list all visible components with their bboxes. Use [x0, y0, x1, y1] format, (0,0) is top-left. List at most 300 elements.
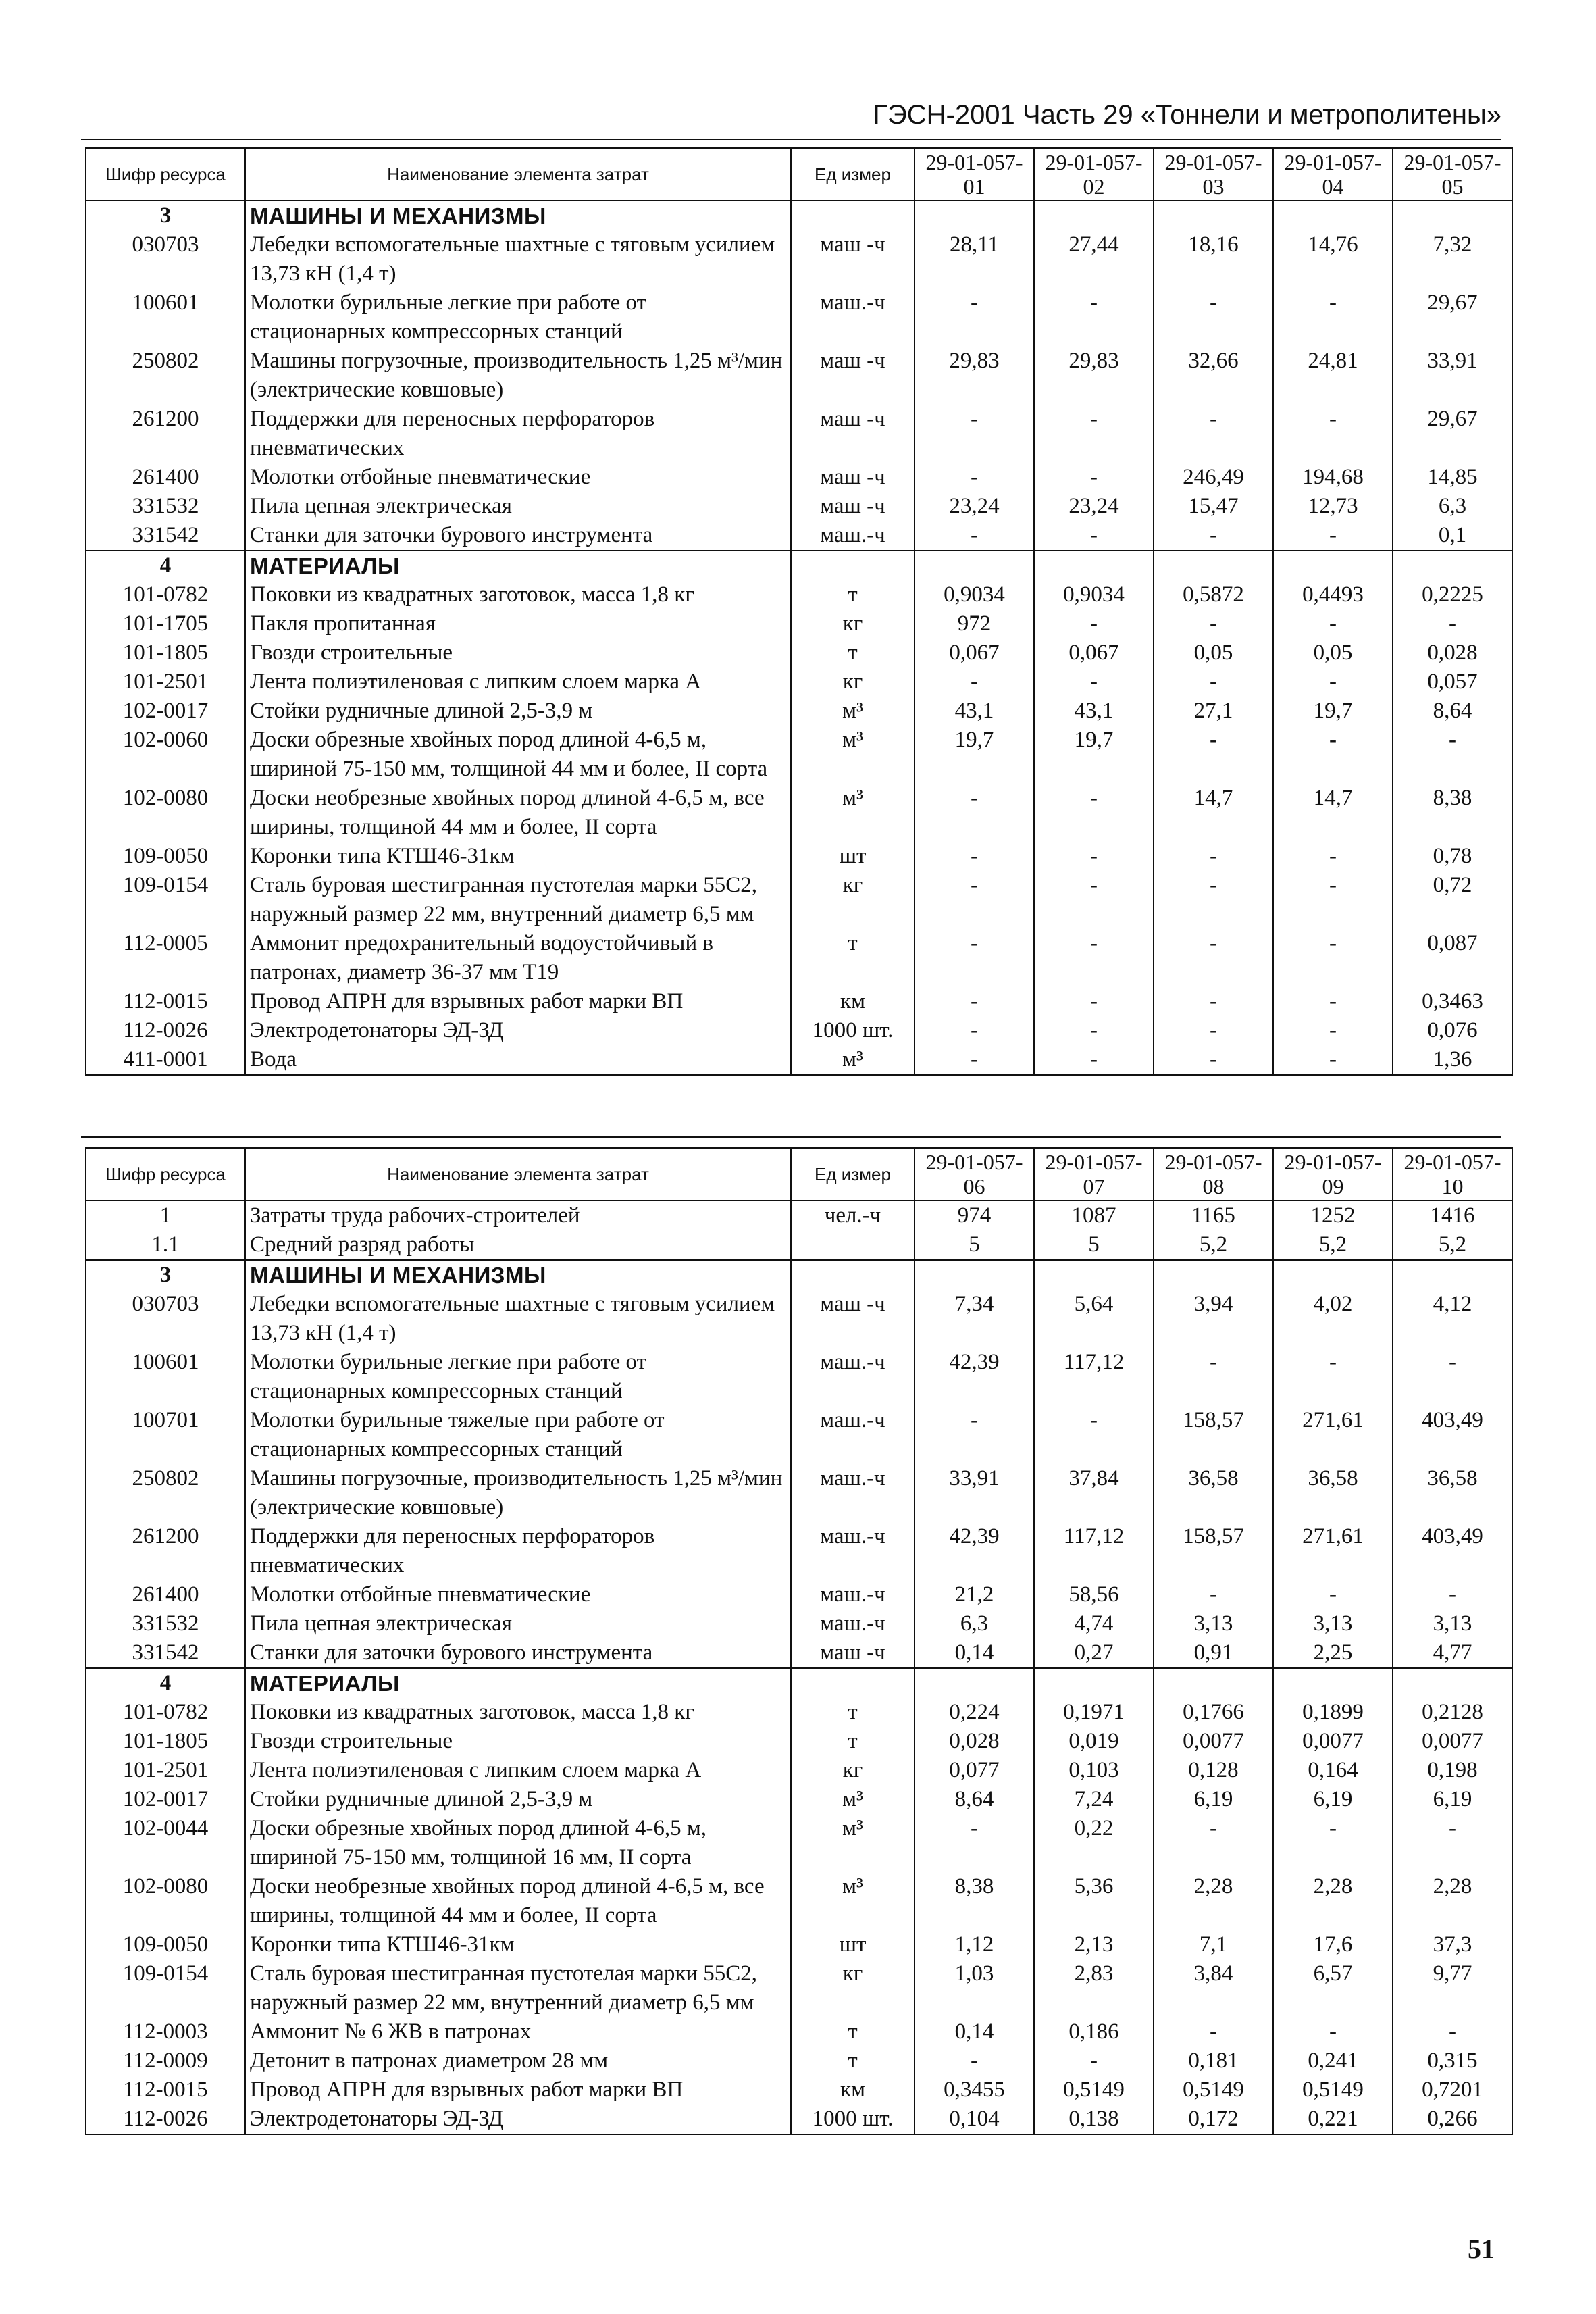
value-cell: - [1273, 1814, 1393, 1872]
value-cell: - [1154, 929, 1273, 987]
resource-code: 3 [86, 1260, 245, 1290]
unit-cell: чел.-ч [791, 1201, 915, 1230]
unit-cell: м³ [791, 697, 915, 726]
value-cell: 6,19 [1273, 1785, 1393, 1814]
col-norm-header: 29-01-057-05 [1393, 148, 1512, 201]
value-cell: - [1154, 1348, 1273, 1406]
value-cell: - [1034, 871, 1154, 929]
page-number: 51 [1468, 2234, 1495, 2264]
value-cell: 42,39 [915, 1348, 1034, 1406]
value-cell [1034, 1668, 1154, 1698]
value-cell: 6,57 [1273, 1959, 1393, 2017]
value-cell: 0,4493 [1273, 580, 1393, 609]
value-cell: - [915, 929, 1034, 987]
resource-name: Детонит в патронах диаметром 28 мм [245, 2046, 791, 2076]
value-cell: 2,83 [1034, 1959, 1154, 2017]
value-cell: - [1034, 929, 1154, 987]
value-cell: - [1393, 609, 1512, 638]
unit-cell: м³ [791, 1814, 915, 1872]
value-cell: - [1273, 871, 1393, 929]
value-cell: 0,1 [1393, 521, 1512, 551]
value-cell: - [1154, 842, 1273, 871]
resource-code: 411-0001 [86, 1045, 245, 1075]
value-cell: - [1273, 842, 1393, 871]
resource-name: Стойки рудничные длиной 2,5-3,9 м [245, 697, 791, 726]
value-cell: - [1154, 987, 1273, 1016]
value-cell: 271,61 [1273, 1522, 1393, 1580]
resource-name: Сталь буровая шестигранная пустотелая марки 55С2, наружный размер 22 мм, внутренний диаметр 6,5 мм [245, 1959, 791, 2017]
section-title: МАШИНЫ И МЕХАНИЗМЫ [245, 1260, 791, 1290]
value-cell: 1416 [1393, 1201, 1512, 1230]
value-cell: - [1154, 668, 1273, 697]
value-cell: 37,84 [1034, 1464, 1154, 1522]
value-cell: 58,56 [1034, 1580, 1154, 1609]
value-cell [1273, 1668, 1393, 1698]
resource-code: 109-0154 [86, 871, 245, 929]
value-cell: 0,27 [1034, 1638, 1154, 1668]
table-row [86, 668, 1512, 697]
col-norm-header: 29-01-057-08 [1154, 1148, 1273, 1201]
resource-name: Электродетонаторы ЭД-ЗД [245, 1016, 791, 1045]
resource-table-1 [85, 147, 1513, 1076]
table-body [86, 201, 1512, 1075]
resource-name: Пила цепная электрическая [245, 1609, 791, 1638]
value-cell: - [1034, 668, 1154, 697]
table-row [86, 842, 1512, 871]
resource-name: Лента полиэтиленовая с липким слоем марка А [245, 668, 791, 697]
unit-cell: маш.-ч [791, 1348, 915, 1406]
resource-name: Поковки из квадратных заготовок, масса 1,8 кг [245, 1698, 791, 1727]
value-cell: 19,7 [1034, 726, 1154, 784]
resource-code: 101-0782 [86, 580, 245, 609]
value-cell: 17,6 [1273, 1930, 1393, 1959]
value-cell: 403,49 [1393, 1406, 1512, 1464]
unit-cell: 1000 шт. [791, 1016, 915, 1045]
resource-name: Доски необрезные хвойных пород длиной 4-6,5 м, все ширины, толщиной 44 мм и более, II сорта [245, 784, 791, 842]
value-cell: 0,128 [1154, 1756, 1273, 1785]
table-row [86, 2046, 1512, 2076]
resource-code: 030703 [86, 1290, 245, 1348]
resource-name: Молотки отбойные пневматические [245, 463, 791, 492]
unit-cell: т [791, 929, 915, 987]
value-cell: 9,77 [1393, 1959, 1512, 2017]
value-cell: - [1034, 784, 1154, 842]
value-cell: - [1393, 726, 1512, 784]
unit-cell: маш.-ч [791, 1522, 915, 1580]
value-cell: - [1034, 1016, 1154, 1045]
value-cell: 0,14 [915, 2017, 1034, 2046]
value-cell: 12,73 [1273, 492, 1393, 521]
value-cell [915, 1668, 1034, 1698]
value-cell: 0,067 [1034, 638, 1154, 668]
section-row [86, 551, 1512, 580]
table-row [86, 1698, 1512, 1727]
value-cell [1393, 201, 1512, 230]
value-cell: 0,2225 [1393, 580, 1512, 609]
value-cell: 0,9034 [1034, 580, 1154, 609]
value-cell: - [915, 405, 1034, 463]
value-cell: - [1393, 2017, 1512, 2046]
value-cell: - [915, 288, 1034, 347]
value-cell: - [1154, 726, 1273, 784]
resource-code: 102-0017 [86, 1785, 245, 1814]
value-cell: 0,181 [1154, 2046, 1273, 2076]
value-cell [1393, 1260, 1512, 1290]
col-norm-header: 29-01-057-01 [915, 148, 1034, 201]
resource-code: 102-0017 [86, 697, 245, 726]
table-row [86, 784, 1512, 842]
value-cell: 0,72 [1393, 871, 1512, 929]
resource-code: 331542 [86, 521, 245, 551]
value-cell: 36,58 [1154, 1464, 1273, 1522]
value-cell: 18,16 [1154, 230, 1273, 288]
table-row [86, 580, 1512, 609]
value-cell: 0,087 [1393, 929, 1512, 987]
value-cell: 29,83 [1034, 347, 1154, 405]
value-cell: 0,315 [1393, 2046, 1512, 2076]
value-cell: - [1273, 288, 1393, 347]
value-cell: - [1273, 987, 1393, 1016]
value-cell: 0,057 [1393, 668, 1512, 697]
value-cell: 6,3 [1393, 492, 1512, 521]
value-cell: - [915, 1045, 1034, 1075]
value-cell: 0,028 [1393, 638, 1512, 668]
value-cell: - [1154, 405, 1273, 463]
unit-cell: кг [791, 609, 915, 638]
table-row [86, 2076, 1512, 2105]
value-cell: 5 [1034, 1230, 1154, 1260]
unit-cell: маш -ч [791, 405, 915, 463]
value-cell: 0,2128 [1393, 1698, 1512, 1727]
resource-code: 112-0003 [86, 2017, 245, 2046]
table-row [86, 1580, 1512, 1609]
resource-code: 101-2501 [86, 668, 245, 697]
unit-cell: маш.-ч [791, 1580, 915, 1609]
resource-name: Затраты труда рабочих-строителей [245, 1201, 791, 1230]
section-divider [81, 1136, 1501, 1138]
table-row [86, 1464, 1512, 1522]
page-header: ГЭСН-2001 Часть 29 «Тоннели и метрополитены» [873, 100, 1501, 130]
unit-cell: м³ [791, 1785, 915, 1814]
resource-code: 250802 [86, 1464, 245, 1522]
col-unit-header: Ед измер [791, 148, 915, 201]
resource-code: 100601 [86, 288, 245, 347]
table-row [86, 492, 1512, 521]
value-cell [1034, 551, 1154, 580]
table-row [86, 1045, 1512, 1075]
value-cell: 6,19 [1393, 1785, 1512, 1814]
value-cell [915, 201, 1034, 230]
value-cell: 6,19 [1154, 1785, 1273, 1814]
value-cell: - [1154, 1814, 1273, 1872]
value-cell: 1,12 [915, 1930, 1034, 1959]
value-cell: 0,028 [915, 1727, 1034, 1756]
value-cell: 27,44 [1034, 230, 1154, 288]
resource-code: 030703 [86, 230, 245, 288]
table-row [86, 2017, 1512, 2046]
section-row [86, 1260, 1512, 1290]
value-cell: 24,81 [1273, 347, 1393, 405]
unit-cell [791, 1230, 915, 1260]
value-cell [1154, 1260, 1273, 1290]
value-cell: 8,38 [1393, 784, 1512, 842]
unit-cell: кг [791, 871, 915, 929]
value-cell: 4,74 [1034, 1609, 1154, 1638]
resource-code: 100701 [86, 1406, 245, 1464]
value-cell: 5,64 [1034, 1290, 1154, 1348]
table-row [86, 609, 1512, 638]
resource-name: Провод АПРН для взрывных работ марки ВП [245, 2076, 791, 2105]
value-cell [1393, 551, 1512, 580]
value-cell: 0,05 [1154, 638, 1273, 668]
value-cell: 43,1 [915, 697, 1034, 726]
value-cell: 1252 [1273, 1201, 1393, 1230]
resource-name: Гвозди строительные [245, 638, 791, 668]
value-cell: - [1273, 1348, 1393, 1406]
header-rule [81, 139, 1501, 140]
value-cell [1273, 551, 1393, 580]
value-cell: - [1034, 405, 1154, 463]
value-cell: - [1034, 1406, 1154, 1464]
table-body [86, 1201, 1512, 2134]
value-cell: 4,77 [1393, 1638, 1512, 1668]
value-cell: 23,24 [915, 492, 1034, 521]
table-row [86, 1201, 1512, 1230]
value-cell: 0,172 [1154, 2105, 1273, 2134]
table-header [86, 1148, 1512, 1201]
unit-cell: маш.-ч [791, 1609, 915, 1638]
resource-name: Молотки бурильные легкие при работе от стационарных компрессорных станций [245, 288, 791, 347]
value-cell: 15,47 [1154, 492, 1273, 521]
value-cell: 1165 [1154, 1201, 1273, 1230]
value-cell: 0,198 [1393, 1756, 1512, 1785]
value-cell: 0,241 [1273, 2046, 1393, 2076]
resource-name: Коронки типа КТШ46-31км [245, 842, 791, 871]
value-cell: - [1034, 521, 1154, 551]
unit-cell: кг [791, 668, 915, 697]
value-cell: - [915, 668, 1034, 697]
value-cell: - [1393, 1580, 1512, 1609]
section-row [86, 1668, 1512, 1698]
resource-name: Аммонит предохранительный водоустойчивый в патронах, диаметр 36-37 мм Т19 [245, 929, 791, 987]
resource-name: Аммонит № 6 ЖВ в патронах [245, 2017, 791, 2046]
unit-cell: маш -ч [791, 492, 915, 521]
table-row [86, 1872, 1512, 1930]
table-row [86, 987, 1512, 1016]
resource-code: 101-1705 [86, 609, 245, 638]
resource-code: 3 [86, 201, 245, 230]
resource-name: Доски обрезные хвойных пород длиной 4-6,5 м, шириной 75-150 мм, толщиной 44 мм и более, II сорта [245, 726, 791, 784]
col-name-header: Наименование элемента затрат [245, 1148, 791, 1201]
unit-cell: т [791, 1698, 915, 1727]
value-cell: 271,61 [1273, 1406, 1393, 1464]
resource-name: Пакля пропитанная [245, 609, 791, 638]
table-row [86, 1230, 1512, 1260]
value-cell [1273, 201, 1393, 230]
value-cell: 0,104 [915, 2105, 1034, 2134]
value-cell: 0,5872 [1154, 580, 1273, 609]
value-cell [1034, 1260, 1154, 1290]
value-cell: 0,076 [1393, 1016, 1512, 1045]
resource-code: 112-0005 [86, 929, 245, 987]
resource-name: Гвозди строительные [245, 1727, 791, 1756]
value-cell: 0,14 [915, 1638, 1034, 1668]
value-cell: - [915, 784, 1034, 842]
table-row [86, 1756, 1512, 1785]
unit-cell [791, 201, 915, 230]
value-cell: 21,2 [915, 1580, 1034, 1609]
value-cell: 0,5149 [1273, 2076, 1393, 2105]
value-cell: 972 [915, 609, 1034, 638]
unit-cell: маш.-ч [791, 288, 915, 347]
value-cell [1273, 1260, 1393, 1290]
value-cell: - [1034, 1045, 1154, 1075]
unit-cell [791, 551, 915, 580]
unit-cell: 1000 шт. [791, 2105, 915, 2134]
value-cell: - [1154, 1045, 1273, 1075]
value-cell: 3,94 [1154, 1290, 1273, 1348]
value-cell: - [1273, 405, 1393, 463]
value-cell: 1,36 [1393, 1045, 1512, 1075]
value-cell: - [915, 987, 1034, 1016]
unit-cell: маш -ч [791, 1638, 915, 1668]
value-cell: 5,2 [1273, 1230, 1393, 1260]
value-cell: - [1393, 1348, 1512, 1406]
value-cell: - [1154, 2017, 1273, 2046]
value-cell: 974 [915, 1201, 1034, 1230]
value-cell: - [1273, 1045, 1393, 1075]
value-cell: 0,78 [1393, 842, 1512, 871]
value-cell: 3,13 [1154, 1609, 1273, 1638]
resource-code: 112-0009 [86, 2046, 245, 2076]
value-cell: 14,7 [1154, 784, 1273, 842]
value-cell: 0,0077 [1273, 1727, 1393, 1756]
table-row [86, 929, 1512, 987]
value-cell: - [1273, 609, 1393, 638]
value-cell: - [915, 1814, 1034, 1872]
col-norm-header: 29-01-057-04 [1273, 148, 1393, 201]
resource-code: 112-0026 [86, 2105, 245, 2134]
value-cell [1034, 201, 1154, 230]
table-row [86, 1406, 1512, 1464]
value-cell: 42,39 [915, 1522, 1034, 1580]
value-cell: 7,1 [1154, 1930, 1273, 1959]
value-cell: 246,49 [1154, 463, 1273, 492]
value-cell: 0,0077 [1154, 1727, 1273, 1756]
col-norm-header: 29-01-057-09 [1273, 1148, 1393, 1201]
unit-cell: маш -ч [791, 1290, 915, 1348]
value-cell: - [915, 1016, 1034, 1045]
value-cell: 0,3463 [1393, 987, 1512, 1016]
value-cell: 43,1 [1034, 697, 1154, 726]
value-cell: 117,12 [1034, 1522, 1154, 1580]
value-cell: - [1273, 668, 1393, 697]
value-cell: 36,58 [1393, 1464, 1512, 1522]
value-cell: 36,58 [1273, 1464, 1393, 1522]
unit-cell: маш -ч [791, 230, 915, 288]
resource-name: Молотки бурильные тяжелые при работе от стационарных компрессорных станций [245, 1406, 791, 1464]
table-row [86, 1727, 1512, 1756]
table-row [86, 871, 1512, 929]
resource-name: Доски необрезные хвойных пород длиной 4-6,5 м, все ширины, толщиной 44 мм и более, II сорта [245, 1872, 791, 1930]
value-cell: 0,1971 [1034, 1698, 1154, 1727]
value-cell: 7,34 [915, 1290, 1034, 1348]
unit-cell: шт [791, 1930, 915, 1959]
resource-code: 112-0015 [86, 987, 245, 1016]
resource-code: 1.1 [86, 1230, 245, 1260]
value-cell: 33,91 [915, 1464, 1034, 1522]
value-cell: 0,077 [915, 1756, 1034, 1785]
value-cell: - [1393, 1814, 1512, 1872]
col-code-header: Шифр ресурса [86, 1148, 245, 1201]
col-unit-header: Ед измер [791, 1148, 915, 1201]
resource-name: Сталь буровая шестигранная пустотелая марки 55С2, наружный размер 22 мм, внутренний диаметр 6,5 мм [245, 871, 791, 929]
value-cell: 0,221 [1273, 2105, 1393, 2134]
value-cell: 7,32 [1393, 230, 1512, 288]
value-cell: - [1034, 288, 1154, 347]
resource-name: Поддержки для переносных перфораторов пневматических [245, 405, 791, 463]
value-cell: - [915, 1406, 1034, 1464]
value-cell: - [1034, 463, 1154, 492]
resource-code: 261400 [86, 463, 245, 492]
resource-code: 100601 [86, 1348, 245, 1406]
value-cell: 0,3455 [915, 2076, 1034, 2105]
table-row [86, 1930, 1512, 1959]
value-cell: 29,67 [1393, 288, 1512, 347]
resource-code: 331532 [86, 492, 245, 521]
value-cell: 2,28 [1393, 1872, 1512, 1930]
value-cell: - [1273, 726, 1393, 784]
value-cell: 0,22 [1034, 1814, 1154, 1872]
resource-code: 102-0044 [86, 1814, 245, 1872]
value-cell: 0,224 [915, 1698, 1034, 1727]
resource-code: 102-0060 [86, 726, 245, 784]
unit-cell: км [791, 2076, 915, 2105]
value-cell: - [1154, 609, 1273, 638]
value-cell: 3,13 [1273, 1609, 1393, 1638]
col-norm-header: 29-01-057-03 [1154, 148, 1273, 201]
unit-cell: т [791, 580, 915, 609]
unit-cell: маш -ч [791, 463, 915, 492]
resource-code: 101-0782 [86, 1698, 245, 1727]
resource-code: 261200 [86, 1522, 245, 1580]
value-cell: - [1154, 871, 1273, 929]
resource-name: Стойки рудничные длиной 2,5-3,9 м [245, 1785, 791, 1814]
table-row [86, 288, 1512, 347]
table-row [86, 405, 1512, 463]
value-cell: 6,3 [915, 1609, 1034, 1638]
value-cell: 5,36 [1034, 1872, 1154, 1930]
value-cell: 8,38 [915, 1872, 1034, 1930]
value-cell: - [1034, 609, 1154, 638]
value-cell: - [1154, 1016, 1273, 1045]
value-cell: 5,2 [1393, 1230, 1512, 1260]
value-cell: - [1273, 521, 1393, 551]
unit-cell: т [791, 1727, 915, 1756]
section-title: МАШИНЫ И МЕХАНИЗМЫ [245, 201, 791, 230]
resource-name: Коронки типа КТШ46-31км [245, 1930, 791, 1959]
resource-name: Станки для заточки бурового инструмента [245, 1638, 791, 1668]
value-cell: 0,7201 [1393, 2076, 1512, 2105]
value-cell: 0,103 [1034, 1756, 1154, 1785]
resource-code: 261200 [86, 405, 245, 463]
value-cell: - [1034, 2046, 1154, 2076]
value-cell: 23,24 [1034, 492, 1154, 521]
value-cell: - [1273, 1016, 1393, 1045]
value-cell: 0,91 [1154, 1638, 1273, 1668]
unit-cell: шт [791, 842, 915, 871]
value-cell: 0,186 [1034, 2017, 1154, 2046]
